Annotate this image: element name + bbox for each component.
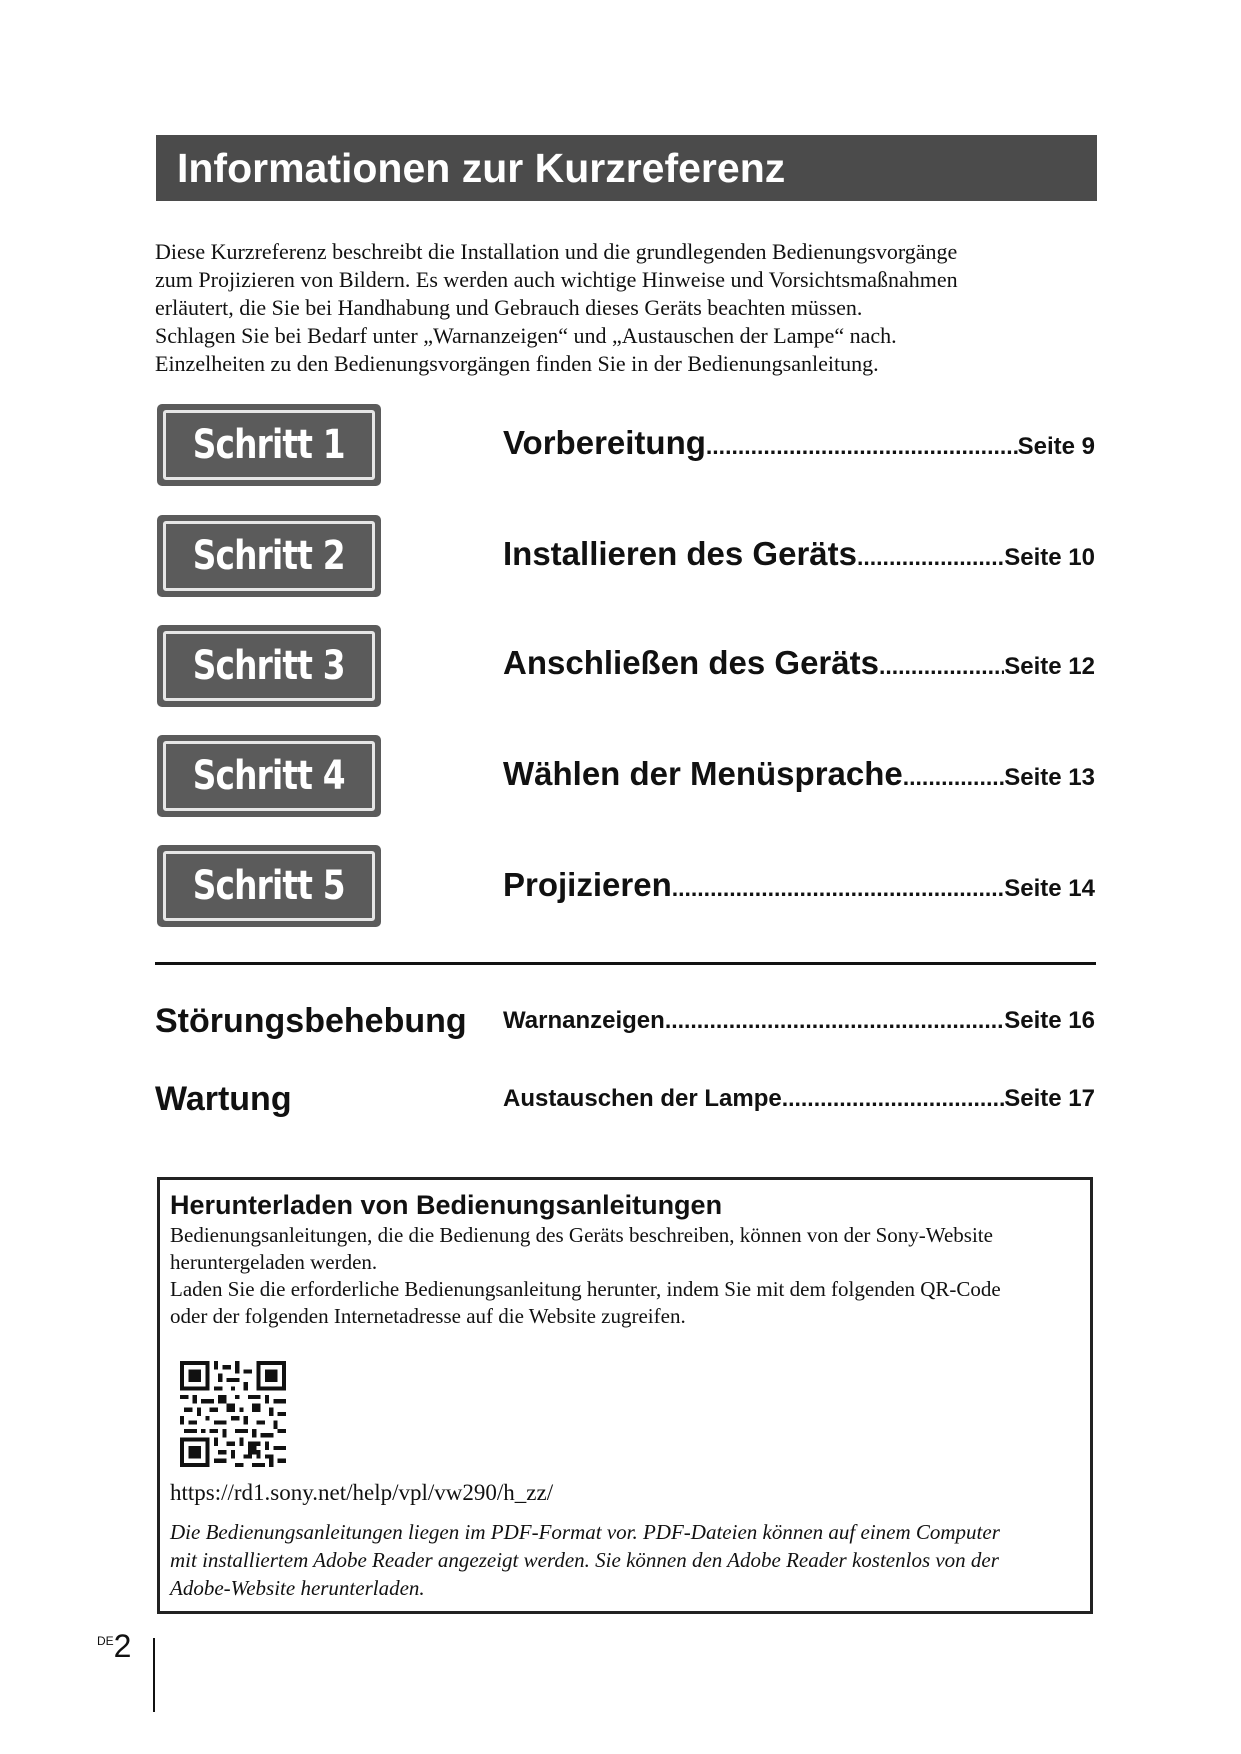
toc-entry-page: Seite 17 [1004, 1085, 1095, 1112]
toc-entry-title: Wählen der Menüsprache [503, 755, 903, 792]
manual-url-link[interactable]: https://rd1.sony.net/help/vpl/vw290/h_zz/ [170, 1480, 554, 1505]
toc-entry-title: Anschließen des Geräts [503, 644, 879, 681]
step-3-badge [157, 625, 381, 707]
download-body [170, 1222, 1080, 1330]
download-heading: Herunterladen von Bedienungsanleitungen [170, 1190, 723, 1220]
pdf-note [170, 1518, 1075, 1602]
toc-entry-step-1[interactable] [503, 424, 1095, 464]
step-2-badge-label: Schritt 2 [192, 533, 346, 579]
toc-entry-step-2[interactable] [503, 535, 1095, 575]
download-text-line: oder der folgenden Internetadresse auf die Website zugreifen. [170, 1304, 686, 1328]
page-title-text: Informationen zur Kurzreferenz [177, 144, 786, 191]
download-text-line: Bedienungsanleitungen, die die Bedienung des Geräts beschreiben, können von der Sony-Website [170, 1223, 993, 1247]
section-divider [155, 962, 1096, 965]
toc-leader-dots [879, 653, 1004, 680]
toc-entry-title: Vorbereitung [503, 424, 706, 461]
intro-line: erläutert, die Sie bei Handhabung und Gebrauch dieses Geräts beachten müssen. [155, 295, 863, 320]
toc-leader-dots [672, 875, 1005, 902]
toc-entry-page: Seite 16 [1004, 1007, 1095, 1034]
toc-entry-page: Seite 10 [1004, 544, 1095, 571]
page-title [156, 135, 1097, 201]
section-label-maintenance: Wartung [155, 1080, 292, 1118]
page-margin-rule [153, 1638, 155, 1712]
toc-entry-step-3[interactable] [503, 644, 1095, 684]
intro-line: Diese Kurzreferenz beschreibt die Installation und die grundlegenden Bedienungsvorgänge [155, 239, 958, 264]
toc-entry-page: Seite 13 [1004, 764, 1095, 791]
intro-line: Schlagen Sie bei Bedarf unter „Warnanzeigen“ und „Austauschen der Lampe“ nach. [155, 323, 897, 348]
toc-entry-title: Austauschen der Lampe [503, 1085, 782, 1112]
step-4-badge-label: Schritt 4 [192, 753, 346, 799]
toc-entry-title: Warnanzeigen [503, 1007, 665, 1034]
toc-leader-dots [857, 544, 1004, 571]
toc-entry-warnings[interactable] [503, 1007, 1095, 1047]
toc-entry-step-4[interactable] [503, 755, 1095, 795]
pdf-note-line: Die Bedienungsanleitungen liegen im PDF-Format vor. PDF-Dateien können auf einem Computer [170, 1520, 1000, 1544]
toc-entry-page: Seite 9 [1017, 433, 1095, 460]
step-1-badge [157, 404, 381, 486]
pdf-note-line: Adobe-Website herunterladen. [170, 1576, 425, 1600]
intro-line: Einzelheiten zu den Bedienungsvorgängen finden Sie in der Bedienungsanleitung. [155, 351, 879, 376]
intro-paragraph [155, 238, 1095, 378]
download-text-line: heruntergeladen werden. [170, 1250, 378, 1274]
step-3-badge-label: Schritt 3 [192, 643, 346, 689]
toc-entry-lamp[interactable] [503, 1085, 1095, 1125]
toc-entry-step-5[interactable] [503, 866, 1095, 906]
step-5-badge-label: Schritt 5 [192, 863, 346, 909]
toc-leader-dots [706, 433, 1018, 460]
toc-leader-dots [665, 1007, 1004, 1034]
step-1-badge-label: Schritt 1 [192, 422, 346, 468]
toc-leader-dots [903, 764, 1005, 791]
toc-entry-title: Installieren des Geräts [503, 535, 857, 572]
section-label-troubleshooting: Störungsbehebung [155, 1002, 467, 1040]
download-manuals-box [157, 1177, 1093, 1614]
toc-entry-page: Seite 14 [1004, 875, 1095, 902]
intro-line: zum Projizieren von Bildern. Es werden auch wichtige Hinweise und Vorsichtsmaßnahmen [155, 267, 958, 292]
step-4-badge [157, 735, 381, 817]
toc-leader-dots [782, 1085, 1005, 1112]
toc-entry-page: Seite 12 [1004, 653, 1095, 680]
pdf-note-line: mit installiertem Adobe Reader angezeigt werden. Sie können den Adobe Reader kostenlos von der [170, 1548, 999, 1572]
toc-entry-title: Projizieren [503, 866, 672, 903]
page-number [97, 1628, 131, 1665]
page-language-code: DE [97, 1634, 114, 1648]
step-5-badge [157, 845, 381, 927]
page-number-value: 2 [113, 1628, 132, 1664]
step-2-badge [157, 515, 381, 597]
download-text-line: Laden Sie die erforderliche Bedienungsanleitung herunter, indem Sie mit dem folgenden QR-Code [170, 1277, 1001, 1301]
qr-code[interactable] [180, 1361, 286, 1467]
